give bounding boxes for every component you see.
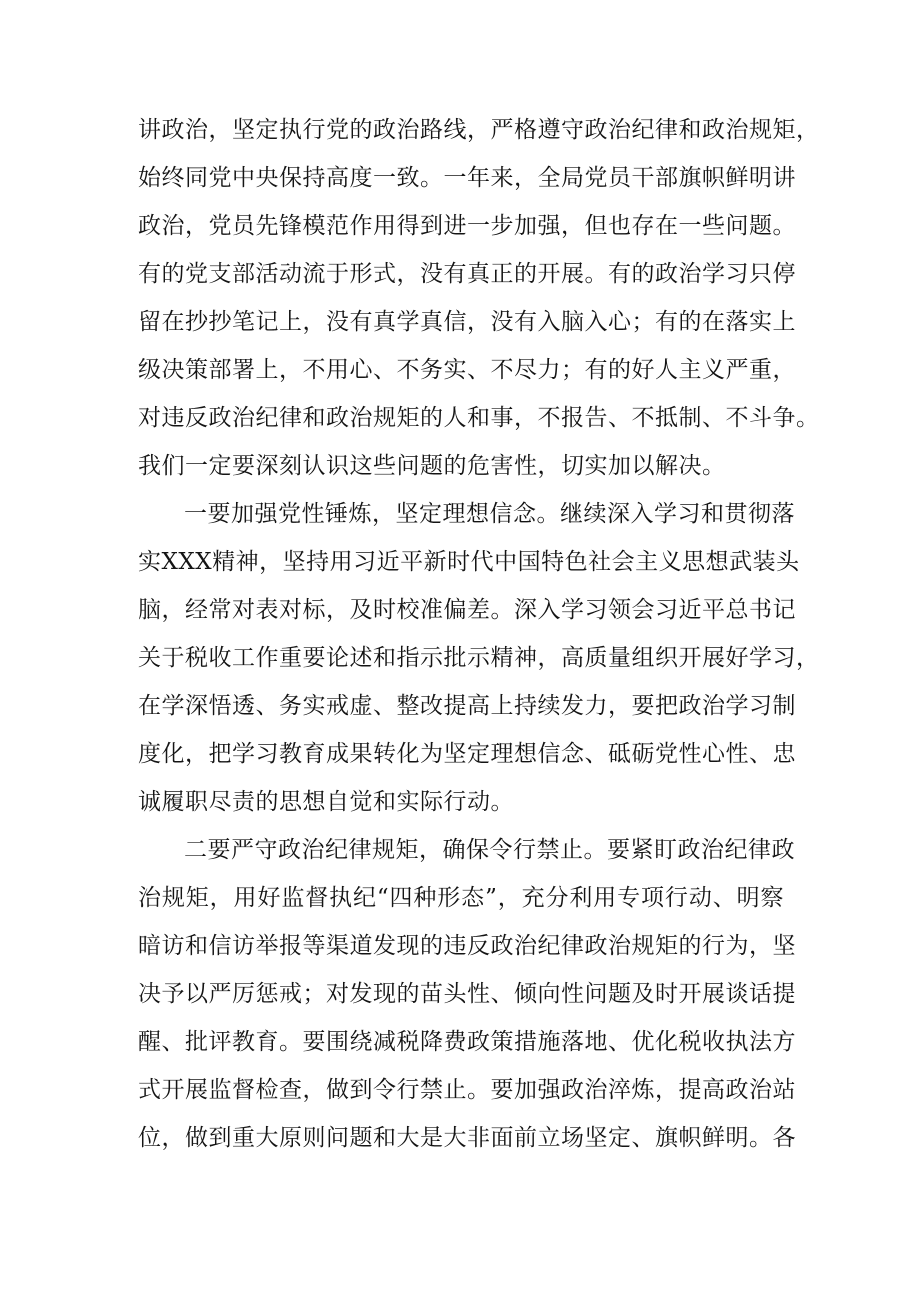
paragraph-line: 决予以严厉惩戒；对发现的苗头性、倾向性问题及时开展谈话提 [138, 981, 796, 1007]
paragraph-line: 醒、批评教育。要围绕减税降费政策措施落地、优化税收执法方 [138, 1029, 796, 1055]
paragraph-line: 治规矩，用好监督执纪“四种形态”，充分利用专项行动、明察 [138, 885, 784, 911]
paragraph-line: 讲政治，坚定执行党的政治路线，严格遵守政治纪律和政治规矩， [138, 117, 820, 143]
paragraph-line: 实XXX精神，坚持用习近平新时代中国特色社会主义思想武装头 [138, 549, 800, 575]
paragraph-line: 留在抄抄笔记上，没有真学真信，没有入脑入心；有的在落实上 [138, 309, 796, 335]
paragraph-3 [138, 826, 796, 1162]
paragraph-line: 政治，党员先锋模范作用得到进一步加强，但也存在一些问题。 [138, 213, 796, 239]
paragraph-line: 诚履职尽责的思想自觉和实际行动。 [138, 789, 514, 815]
paragraph-line: 脑，经常对表对标，及时校准偏差。深入学习领会习近平总书记 [138, 597, 796, 623]
paragraph-line: 暗访和信访举报等渠道发现的违反政治纪律政治规矩的行为，坚 [138, 933, 796, 959]
paragraph-line: 对违反政治纪律和政治规矩的人和事，不报告、不抵制、不斗争。 [138, 405, 820, 431]
paragraph-line: 在学深悟透、务实戒虚、整改提高上持续发力，要把政治学习制 [138, 693, 796, 719]
paragraph-line: 始终同党中央保持高度一致。一年来，全局党员干部旗帜鲜明讲 [138, 165, 796, 191]
paragraph-1 [138, 106, 820, 490]
paragraph-line: 一要加强党性锤炼，坚定理想信念。继续深入学习和贯彻落 [184, 501, 795, 527]
paragraph-line: 我们一定要深刻认识这些问题的危害性，切实加以解决。 [138, 453, 726, 479]
paragraph-line: 有的党支部活动流于形式，没有真正的开展。有的政治学习只停 [138, 261, 796, 287]
paragraph-2 [138, 490, 820, 826]
paragraph-line: 关于税收工作重要论述和指示批示精神，高质量组织开展好学习， [138, 645, 820, 671]
paragraph-line: 级决策部署上，不用心、不务实、不尽力；有的好人主义严重， [138, 357, 796, 383]
paragraph-line: 式开展监督检查，做到令行禁止。要加强政治淬炼，提高政治站 [138, 1077, 796, 1103]
paragraph-line: 二要严守政治纪律规矩，确保令行禁止。要紧盯政治纪律政 [184, 837, 795, 863]
document-body [138, 106, 820, 1162]
paragraph-line: 位，做到重大原则问题和大是大非面前立场坚定、旗帜鲜明。各 [138, 1125, 796, 1151]
paragraph-line: 度化，把学习教育成果转化为坚定理想信念、砥砺党性心性、忠 [138, 741, 796, 767]
